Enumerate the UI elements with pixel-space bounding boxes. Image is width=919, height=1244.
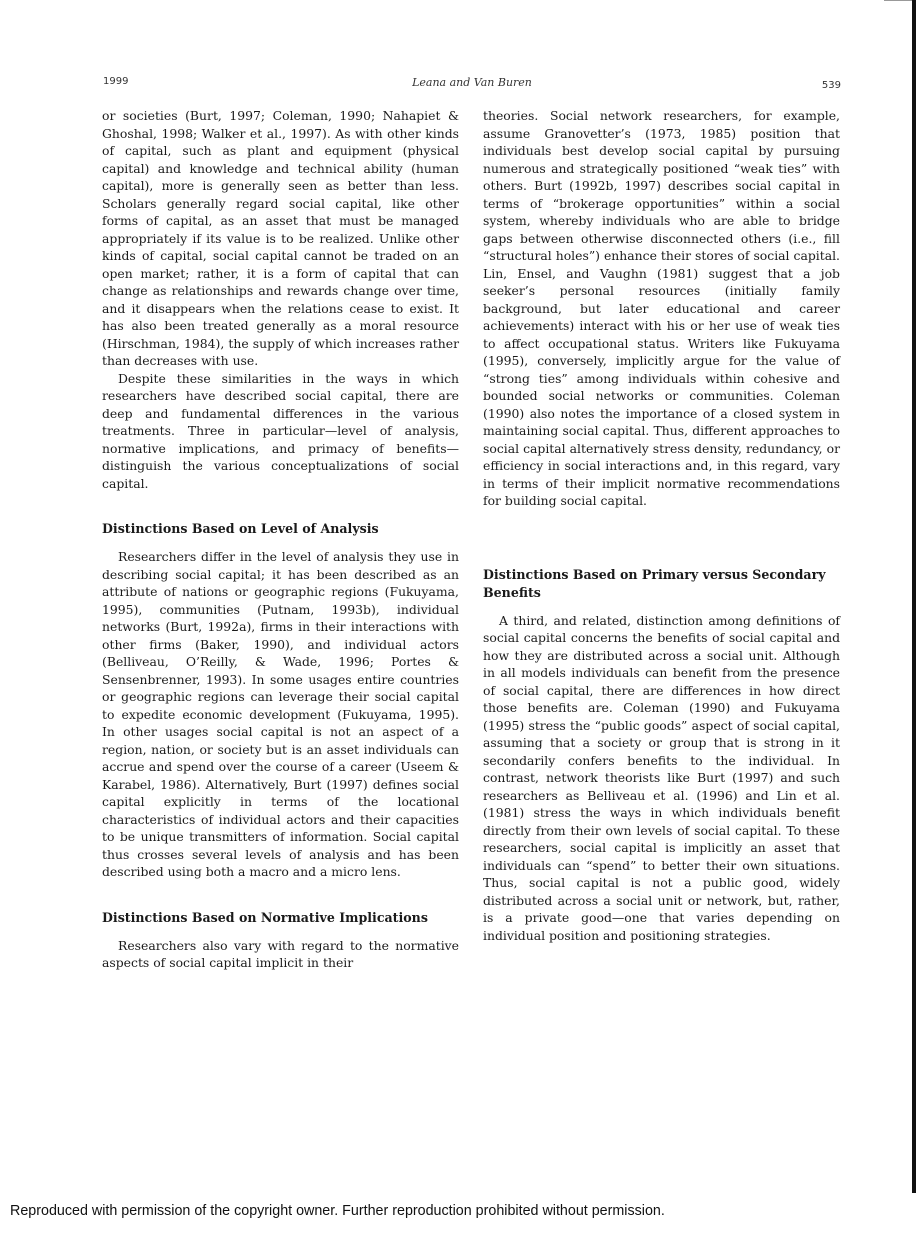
section-heading-normative-implications: Distinctions Based on Normative Implications [102, 909, 428, 925]
copyright-notice: Reproduced with permission of the copyright owner. Further reproduction prohibited without permission. [10, 1203, 665, 1219]
paragraph: or societies (Burt, 1997; Coleman, 1990; Nahapiet & Ghoshal, 1998; Walker et al., 1997). As with other kinds of capital, such as plant and equipment (physical capital) and knowledge and technical ability (human capital), more is generally seen as better than less. Scholars generally regard social capital, like other forms of capital, as an asset that must be managed appropriately if its value is to be realized. Unlike other kinds of capital, social capital cannot be traded on an open market; rather, it is a form of capital that can change as relationships and rewards change over time, and it disappears when the relations cease to exist. It has also been treated generally as a moral resource (Hirschman, 1984), the supply of which increases rather than decreases with use. [102, 108, 459, 368]
paragraph: theories. Social network researchers, for example, assume Granovetter’s (1973, 1985) position that individuals best develop social capital by pursuing numerous and strategically positioned “weak ties” with others. Burt (1992b, 1997) describes social capital in terms of “brokerage opportunities” within a social system, whereby individuals who are able to bridge gaps between otherwise disconnected others (i.e., fill “structural holes”) enhance their stores of social capital. Lin, Ensel, and Vaughn (1981) suggest that a job seeker’s personal resources (initially family background, but later educational and career achievements) interact with his or her use of weak ties to affect occupational status. Writers like Fukuyama (1995), conversely, implicitly argue for the value of “strong ties” among individuals within cohesive and bounded social networks or communities. Coleman (1990) also notes the importance of a closed system in maintaining social capital. Thus, different approaches to social capital alternatively stress density, redundancy, or efficiency in social interactions and, in this regard, vary in terms of their implicit normative recommendations for building social capital. [483, 108, 840, 508]
paragraph: Researchers also vary with regard to the normative aspects of social capital implicit in their [102, 937, 459, 970]
right-column [483, 107, 840, 944]
paragraph: A third, and related, distinction among definitions of social capital concerns the benefits of social capital and how they are distributed across a social unit. Although in all models individuals can benefit from the presence of social capital, there are differences in how direct those benefits are. Coleman (1990) and Fukuyama (1995) stress the “public goods” aspect of social capital, assuming that a society or group that is strong in it secondarily confers benefits to the individual. In contrast, network theorists like Burt (1997) and such researchers as Belliveau et al. (1996) and Lin et al. (1981) stress the ways in which individuals benefit directly from their own levels of social capital. To these researchers, social capital is implicitly an asset that individuals can “spend” to better their own situations. Thus, social capital is not a public good, widely distributed across a social unit or network, but, rather, is a private good—one that varies depending on individual position and positioning strategies. [483, 612, 840, 943]
spacer [102, 927, 459, 937]
paragraph: Despite these similarities in the ways in which researchers have described social capital, there are deep and fundamental differences in the various treatments. Three in particular—level of analysis, normative implications, and primacy of benefits—distinguish the various conceptualizations of social capital. [102, 370, 459, 491]
spacer [102, 881, 459, 909]
page-number: 539 [821, 80, 841, 91]
spacer [102, 538, 459, 548]
journal-year: 1999 [103, 76, 129, 87]
section-heading-level-of-analysis: Distinctions Based on Level of Analysis [102, 521, 379, 536]
spacer [483, 602, 840, 612]
left-column [102, 107, 459, 972]
paragraph: Researchers differ in the level of analysis they use in describing social capital; it has been described as an attribute of nations or geographic regions (Fukuyama, 1995), communities (Putnam, 1993b), individual networks (Burt, 1992a), firms in their interactions with other firms (Baker, 1990), and individual actors (Belliveau, O’Reilly, & Wade, 1996; Portes & Sensenbrenner, 1993). In some usages entire countries or geographic regions can leverage their social capital to expedite economic development (Fukuyama, 1995). In other usages social capital is not an aspect of a region, nation, or society but is an asset individuals can accrue and spend over the course of a career (Useem & Karabel, 1986). Alternatively, Burt (1997) defines social capital explicitly in terms of the locational characteristics of individual actors and their capacities to be unique transmitters of information. Social capital thus crosses several levels of analysis and has been described using both a macro and a micro lens. [102, 549, 459, 879]
spacer [483, 510, 840, 566]
running-head [103, 76, 841, 94]
running-head-authors: Leana and Van Buren [412, 76, 532, 89]
page-edge-line [912, 0, 916, 1193]
spacer [102, 492, 459, 520]
page-edge-top-line [884, 0, 914, 1]
section-heading-primary-secondary-benefits: Distinctions Based on Primary versus Secondary Benefits [483, 566, 826, 600]
